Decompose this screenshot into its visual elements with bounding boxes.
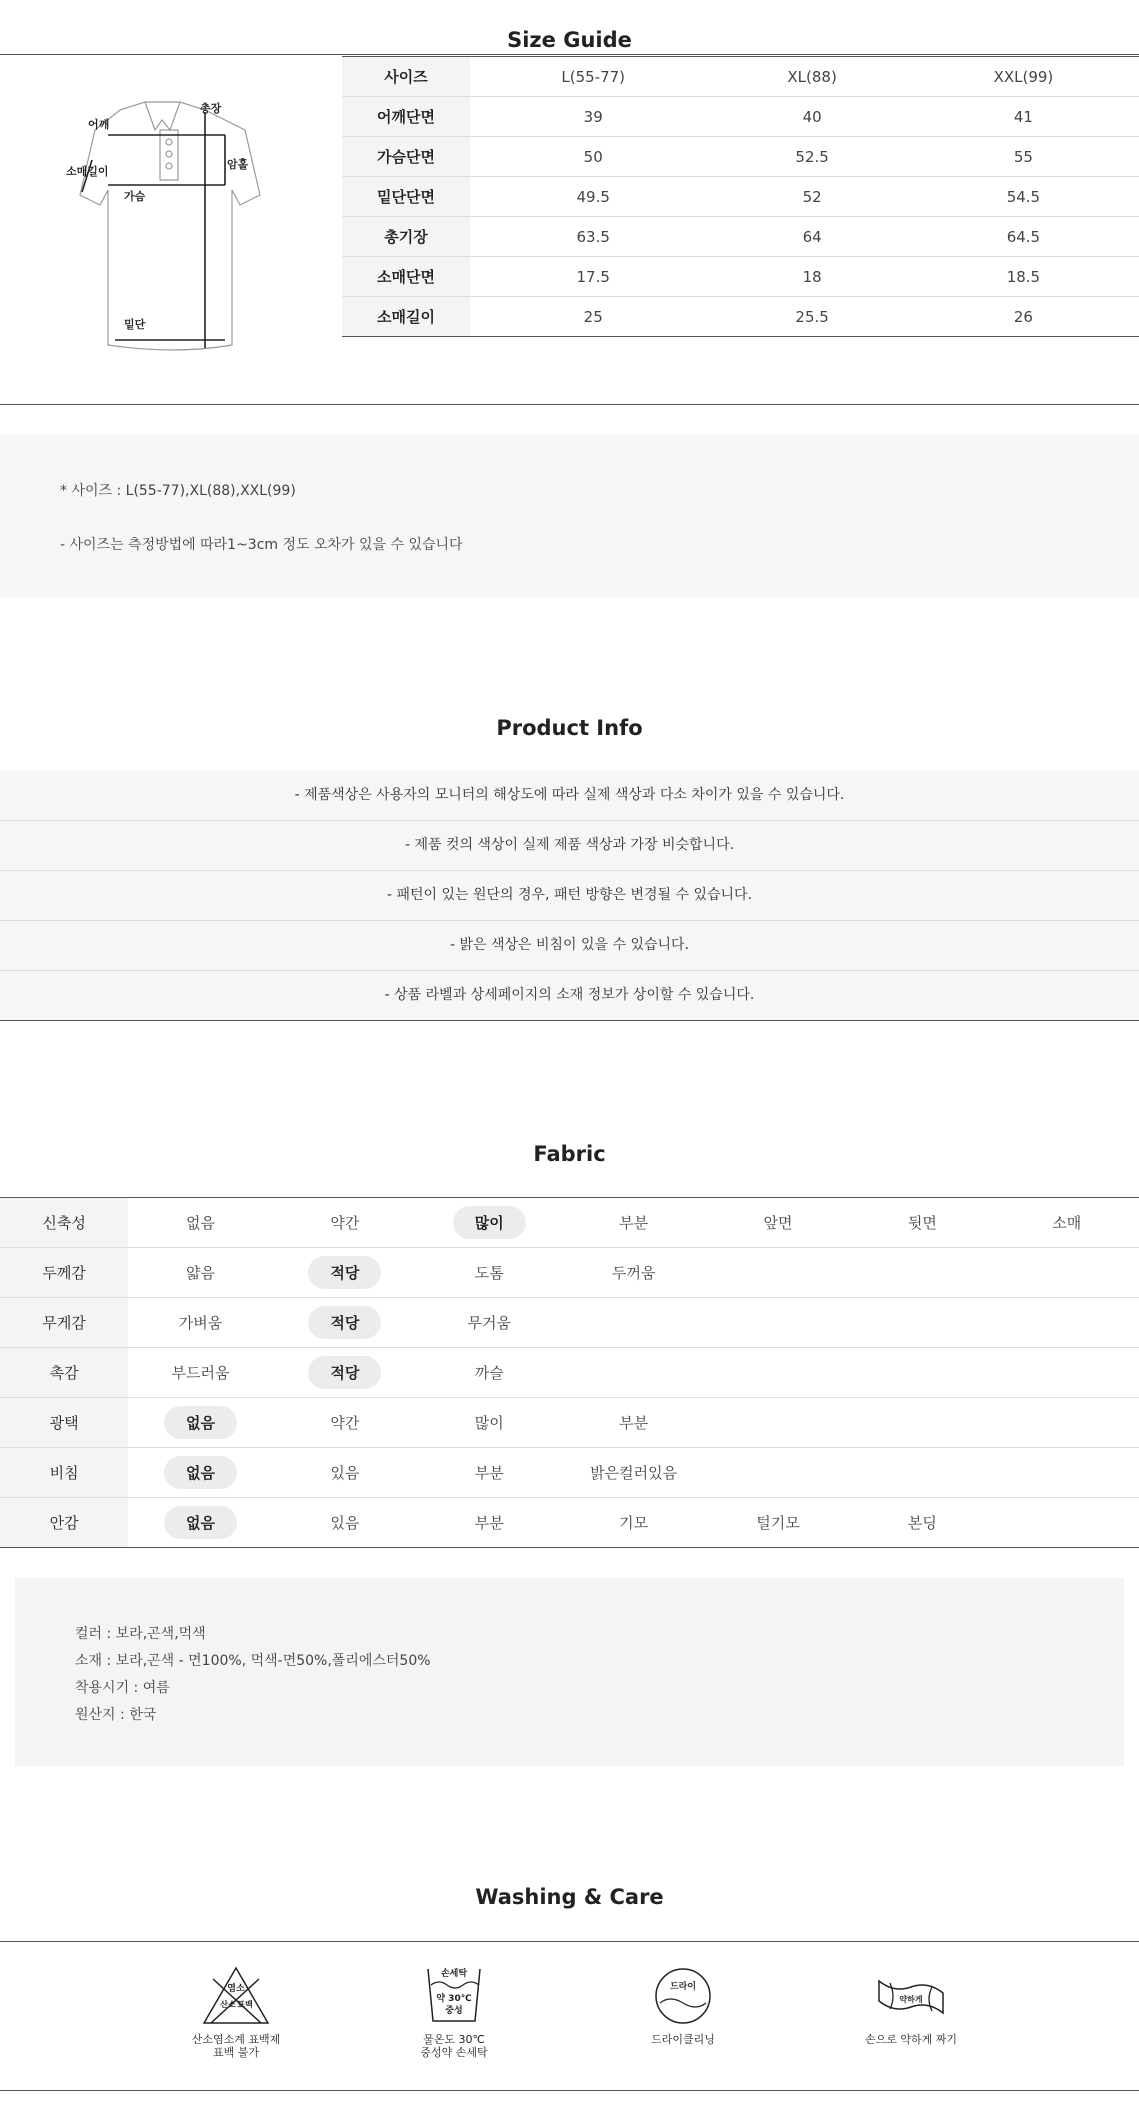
diagram-label-sleeve-length: 소매길이 xyxy=(66,165,109,178)
size-cell: 49.5 xyxy=(470,177,716,217)
fabric-option-cell xyxy=(417,1298,561,1348)
fabric-option-cell xyxy=(995,1198,1139,1248)
fabric-row-label: 안감 xyxy=(0,1498,128,1548)
product-info-list xyxy=(0,771,1139,1021)
fabric-option-selected: 적당 xyxy=(308,1356,381,1389)
fabric-empty-cell xyxy=(995,1398,1139,1448)
fabric-row xyxy=(0,1448,1139,1498)
diagram-label-shoulder: 어깨 xyxy=(88,118,110,131)
size-cell: 63.5 xyxy=(470,217,716,257)
fabric-option: 도톰 xyxy=(474,1264,504,1282)
size-row-label: 밑단단면 xyxy=(342,177,470,217)
fabric-row xyxy=(0,1198,1139,1248)
size-cell: 18.5 xyxy=(908,257,1139,297)
fabric-option: 부분 xyxy=(474,1464,504,1482)
fabric-option-cell xyxy=(417,1198,561,1248)
fabric-option: 있음 xyxy=(330,1514,360,1532)
fabric-option-cell xyxy=(273,1298,417,1348)
fabric-option-selected: 적당 xyxy=(308,1306,381,1339)
fabric-title: Fabric xyxy=(533,1142,606,1166)
fabric-option: 얇음 xyxy=(186,1264,215,1282)
fabric-option-cell xyxy=(850,1198,994,1248)
care-item-hand-wash xyxy=(354,1965,554,2059)
size-guide-title: Size Guide xyxy=(507,28,632,52)
size-cell: 54.5 xyxy=(908,177,1139,217)
fabric-option: 뒷면 xyxy=(907,1214,937,1232)
fabric-option: 약간 xyxy=(330,1214,360,1232)
fabric-empty-cell xyxy=(995,1448,1139,1498)
detail-line: 소재 : 보라,곤색 - 면100%, 먹색-면50%,폴리에스터50% xyxy=(75,1653,431,1669)
size-row-label: 소매단면 xyxy=(342,257,470,297)
fabric-row xyxy=(0,1248,1139,1298)
size-cell: 50 xyxy=(470,137,716,177)
fabric-row xyxy=(0,1348,1139,1398)
size-table-row xyxy=(342,97,1139,137)
care-item-gentle-wring xyxy=(811,1965,1011,2046)
fabric-option-cell xyxy=(128,1348,272,1398)
fabric-option-cell xyxy=(417,1448,561,1498)
fabric-table xyxy=(0,1198,1139,1548)
fabric-option-selected: 없음 xyxy=(164,1506,237,1539)
hand-wash-icon-text: 중성 xyxy=(445,2006,463,2016)
fabric-row xyxy=(0,1398,1139,1448)
fabric-empty-cell xyxy=(850,1298,994,1348)
size-cell: 64 xyxy=(716,217,907,257)
fabric-option-cell xyxy=(706,1498,850,1548)
fabric-option-cell xyxy=(706,1198,850,1248)
fabric-empty-cell xyxy=(561,1298,705,1348)
care-label: 표백 불가 xyxy=(212,2046,259,2059)
diagram-label-armhole: 암홀 xyxy=(227,158,249,171)
diagram-label-total-length: 총장 xyxy=(200,102,222,115)
fabric-row-label: 광택 xyxy=(0,1398,128,1448)
fabric-option-cell xyxy=(273,1398,417,1448)
fabric-option-cell xyxy=(273,1348,417,1398)
care-label: 산소염소계 표백제 xyxy=(191,2033,281,2046)
fabric-option: 부분 xyxy=(619,1214,649,1232)
size-cell: 52 xyxy=(716,177,907,217)
washing-top-divider xyxy=(0,1941,1139,1942)
fabric-row xyxy=(0,1498,1139,1548)
fabric-option-cell xyxy=(128,1248,272,1298)
diagram-label-chest: 가슴 xyxy=(124,190,146,203)
fabric-option: 밝은컬러있음 xyxy=(590,1464,678,1482)
fabric-option-cell xyxy=(561,1498,705,1548)
size-cell: 17.5 xyxy=(470,257,716,297)
fabric-option-cell xyxy=(128,1448,272,1498)
size-cell: 64.5 xyxy=(908,217,1139,257)
no-bleach-icon-text: 산소 xyxy=(220,2000,236,2009)
fabric-option-cell xyxy=(273,1198,417,1248)
size-guide-divider xyxy=(0,54,1139,55)
size-header-cell: XL(88) xyxy=(716,57,907,97)
detail-line: 컬러 : 보라,곤색,먹색 xyxy=(75,1626,206,1642)
fabric-empty-cell xyxy=(561,1348,705,1398)
fabric-row-label: 비침 xyxy=(0,1448,128,1498)
dry-clean-icon-text: 드라이 xyxy=(669,1982,697,1992)
shirt-diagram xyxy=(60,100,280,360)
fabric-option-cell xyxy=(417,1348,561,1398)
size-note: - 사이즈는 측정방법에 따라1~3cm 정도 오차가 있을 수 있습니다 xyxy=(60,537,463,553)
care-label: 중성약 손세탁 xyxy=(420,2046,488,2059)
size-table-row xyxy=(342,177,1139,217)
fabric-option: 앞면 xyxy=(763,1214,793,1232)
product-info-item: - 밝은 색상은 비침이 있을 수 있습니다. xyxy=(0,921,1139,971)
fabric-empty-cell xyxy=(706,1348,850,1398)
no-bleach-icon-text: 염소 xyxy=(227,1984,245,1994)
hand-wash-icon xyxy=(423,1965,485,2027)
size-notes-box xyxy=(0,435,1139,597)
fabric-row xyxy=(0,1298,1139,1348)
size-cell: 39 xyxy=(470,97,716,137)
fabric-option-cell xyxy=(561,1398,705,1448)
size-cell: 52.5 xyxy=(716,137,907,177)
fabric-option: 부드러움 xyxy=(171,1364,230,1382)
fabric-option: 없음 xyxy=(186,1214,215,1232)
fabric-option-cell xyxy=(417,1398,561,1448)
fabric-empty-cell xyxy=(850,1348,994,1398)
fabric-option: 부분 xyxy=(619,1414,649,1432)
fabric-option: 약간 xyxy=(330,1414,360,1432)
fabric-option: 까슬 xyxy=(474,1364,504,1382)
fabric-empty-cell xyxy=(706,1298,850,1348)
size-row-label: 소매길이 xyxy=(342,297,470,337)
product-details-box xyxy=(15,1578,1124,1766)
size-header-cell: XXL(99) xyxy=(908,57,1139,97)
product-info-item: - 패턴이 있는 원단의 경우, 패턴 방향은 변경될 수 있습니다. xyxy=(0,871,1139,921)
no-bleach-icon-text: 표백 xyxy=(237,2000,253,2009)
gentle-wring-icon-text: 약하게 xyxy=(899,1995,923,2004)
fabric-option-cell xyxy=(561,1448,705,1498)
no-bleach-icon xyxy=(201,1965,271,2027)
fabric-option: 많이 xyxy=(474,1414,504,1432)
size-table-row xyxy=(342,137,1139,177)
fabric-option-cell xyxy=(273,1498,417,1548)
hand-wash-icon-text: 약 30℃ xyxy=(436,1994,472,2004)
fabric-empty-cell xyxy=(995,1248,1139,1298)
size-cell: 25.5 xyxy=(716,297,907,337)
size-table xyxy=(342,56,1139,337)
fabric-option-selected: 없음 xyxy=(164,1406,237,1439)
product-info-item: - 제품 컷의 색상이 실제 제품 색상과 가장 비슷합니다. xyxy=(0,821,1139,871)
size-cell: 18 xyxy=(716,257,907,297)
care-label: 손으로 약하게 짜기 xyxy=(864,2033,957,2046)
detail-line: 원산지 : 한국 xyxy=(75,1707,157,1723)
size-table-row xyxy=(342,217,1139,257)
fabric-row-label: 촉감 xyxy=(0,1348,128,1398)
fabric-option-cell xyxy=(273,1248,417,1298)
size-row-label: 가슴단면 xyxy=(342,137,470,177)
fabric-empty-cell xyxy=(850,1448,994,1498)
fabric-option-selected: 없음 xyxy=(164,1456,237,1489)
fabric-row-label: 신축성 xyxy=(0,1198,128,1248)
care-label: 물온도 30℃ xyxy=(423,2033,485,2046)
fabric-option-selected: 적당 xyxy=(308,1256,381,1289)
fabric-empty-cell xyxy=(850,1248,994,1298)
fabric-option-cell xyxy=(128,1398,272,1448)
fabric-option-selected: 많이 xyxy=(453,1206,526,1239)
product-info-item: - 제품색상은 사용자의 모니터의 해상도에 따라 실제 색상과 다소 차이가 있을 수 있습니다. xyxy=(0,771,1139,821)
dry-clean-icon xyxy=(652,1965,714,2027)
fabric-option: 두꺼움 xyxy=(611,1264,656,1282)
fabric-empty-cell xyxy=(706,1448,850,1498)
fabric-empty-cell xyxy=(995,1298,1139,1348)
fabric-option-cell xyxy=(128,1298,272,1348)
care-item-dry-clean xyxy=(583,1965,783,2046)
fabric-option-cell xyxy=(850,1498,994,1548)
fabric-option-cell xyxy=(128,1198,272,1248)
washing-title: Washing & Care xyxy=(475,1885,664,1909)
size-cell: 26 xyxy=(908,297,1139,337)
diagram-label-hem: 밑단 xyxy=(124,318,146,331)
size-table-row xyxy=(342,257,1139,297)
fabric-option-cell xyxy=(128,1498,272,1548)
fabric-option: 가벼움 xyxy=(178,1314,223,1332)
fabric-option: 있음 xyxy=(330,1464,360,1482)
fabric-option: 소매 xyxy=(1052,1214,1082,1232)
size-table-header xyxy=(342,57,1139,97)
fabric-empty-cell xyxy=(706,1398,850,1448)
product-info-item: - 상품 라벨과 상세페이지의 소재 정보가 상이할 수 있습니다. xyxy=(0,971,1139,1021)
product-info-title: Product Info xyxy=(496,716,643,740)
fabric-option-cell xyxy=(561,1248,705,1298)
hand-wash-icon-text: 손세탁 xyxy=(440,1969,468,1979)
size-note: * 사이즈 : L(55-77),XL(88),XXL(99) xyxy=(60,483,296,499)
fabric-option: 기모 xyxy=(619,1514,649,1532)
fabric-row-label: 두께감 xyxy=(0,1248,128,1298)
fabric-option: 털기모 xyxy=(756,1514,800,1532)
size-table-row xyxy=(342,297,1139,337)
gentle-wring-icon xyxy=(876,1965,946,2027)
size-header-cell: L(55-77) xyxy=(470,57,716,97)
fabric-option-cell xyxy=(417,1498,561,1548)
fabric-row-label: 무게감 xyxy=(0,1298,128,1348)
size-section-bottom-divider xyxy=(0,404,1139,405)
size-row-label: 총기장 xyxy=(342,217,470,257)
fabric-empty-cell xyxy=(706,1248,850,1298)
size-cell: 25 xyxy=(470,297,716,337)
fabric-option-cell xyxy=(273,1448,417,1498)
size-row-label: 어깨단면 xyxy=(342,97,470,137)
fabric-option: 무거움 xyxy=(467,1314,511,1332)
fabric-empty-cell xyxy=(850,1398,994,1448)
size-header-cell: 사이즈 xyxy=(342,57,470,97)
fabric-empty-cell xyxy=(995,1498,1139,1548)
fabric-option: 부분 xyxy=(474,1514,504,1532)
fabric-empty-cell xyxy=(995,1348,1139,1398)
size-cell: 55 xyxy=(908,137,1139,177)
size-cell: 40 xyxy=(716,97,907,137)
care-item-no-bleach xyxy=(136,1965,336,2059)
size-cell: 41 xyxy=(908,97,1139,137)
detail-line: 착용시기 : 여름 xyxy=(75,1680,170,1696)
washing-bottom-divider xyxy=(0,2090,1139,2091)
fabric-option-cell xyxy=(417,1248,561,1298)
fabric-option-cell xyxy=(561,1198,705,1248)
care-label: 드라이클리닝 xyxy=(651,2033,715,2046)
fabric-option: 본딩 xyxy=(907,1514,937,1532)
